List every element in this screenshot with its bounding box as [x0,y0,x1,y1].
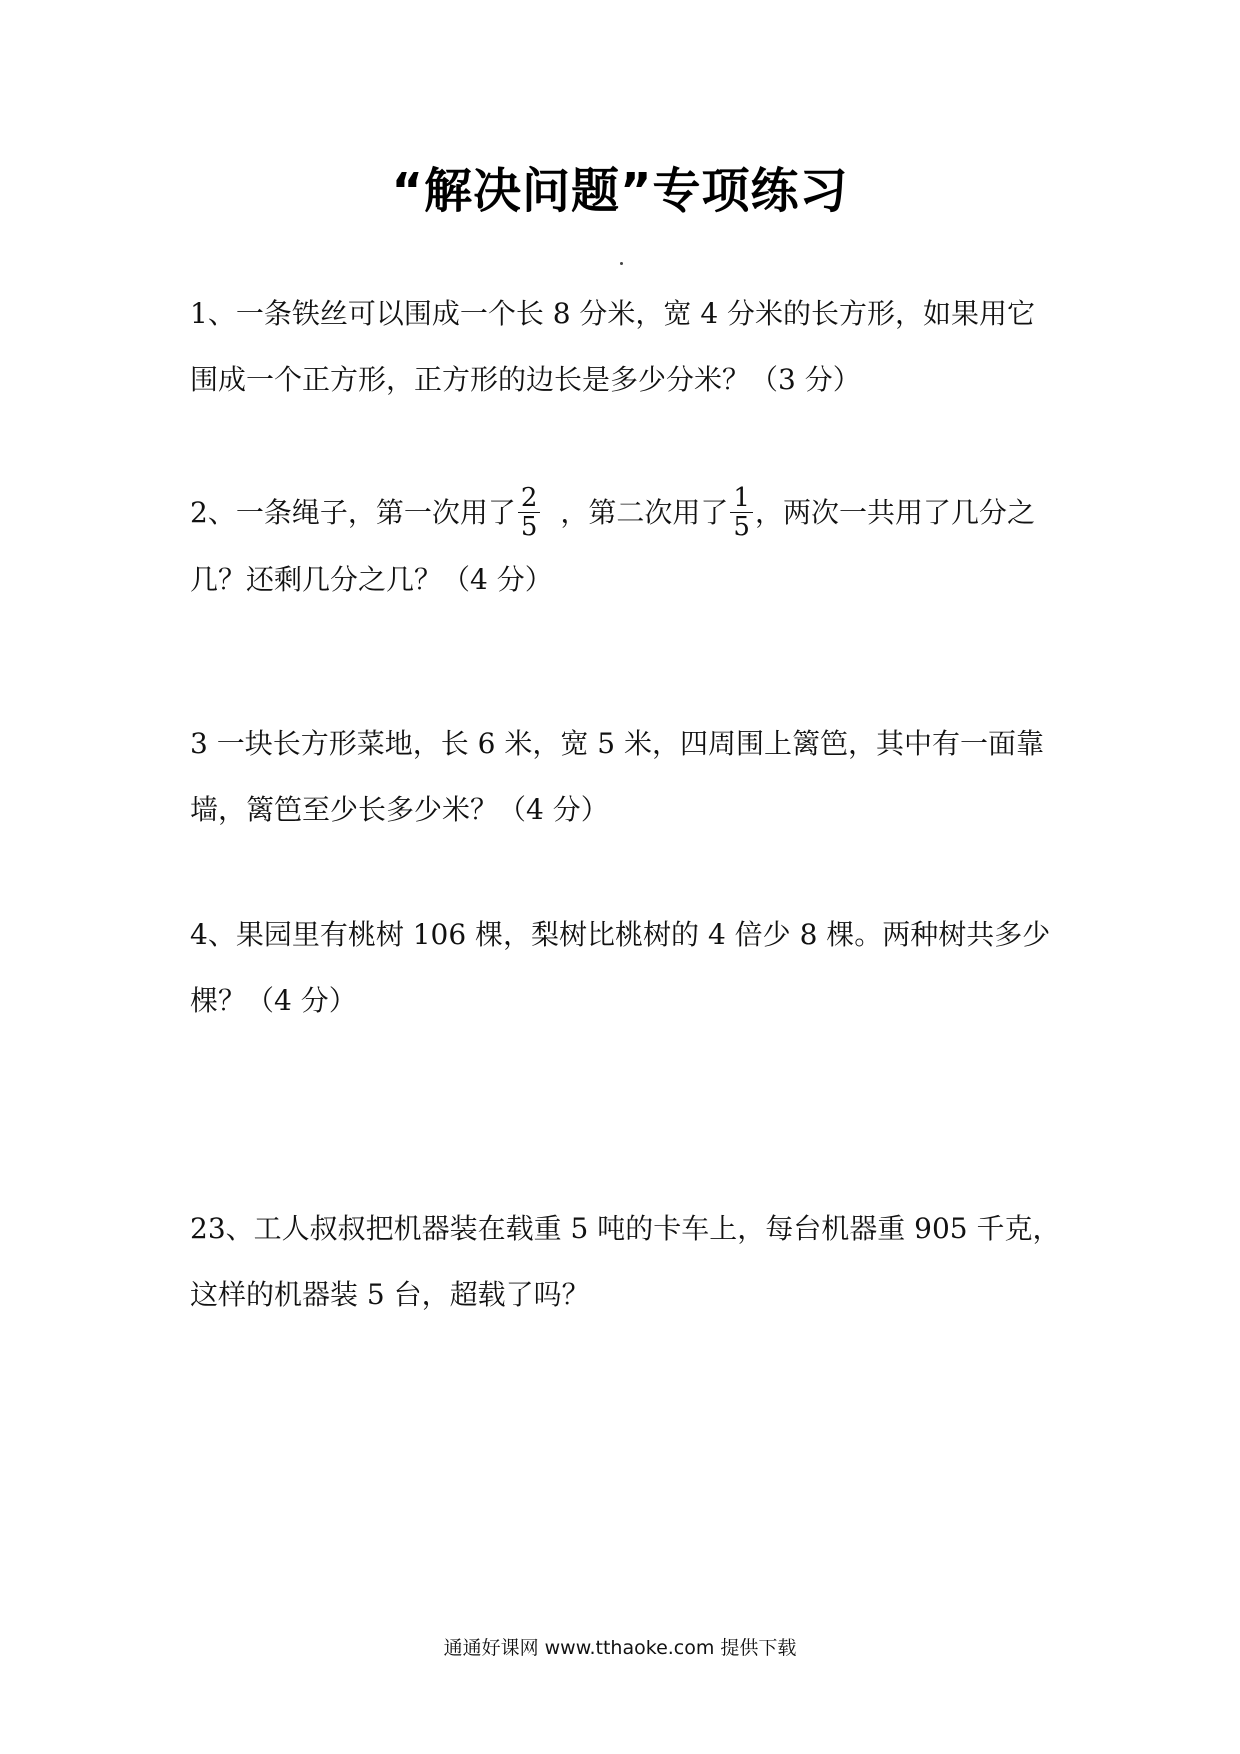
fraction-2-denominator: 5 [733,512,750,542]
problem-3 [190,728,1070,826]
problem-1 [190,298,1070,396]
fraction-one-fifth [730,484,753,541]
problem-2-line-1 [190,483,1070,542]
problem-4-line-1: 4、果园里有桃树 106 棵，梨树比桃树的 4 倍少 8 棵。两种树共多少 [190,918,1051,951]
page-title: “解决问题”专项练习 [391,163,849,219]
problem-1-line-2: 围成一个正方形，正方形的边长是多少分米？（3 分） [190,363,861,396]
problem-4 [190,919,1070,1017]
fraction-1-numerator: 2 [520,483,538,513]
problem-23 [190,1213,1070,1311]
problem-4-line-2: 棵？（4 分） [190,984,357,1017]
fraction-2-numerator: 1 [733,483,750,513]
fraction-two-fifths [518,484,541,541]
problem-2 [190,483,1070,596]
problem-2-text-a: 2、一条绳子，第一次用了 [190,496,516,529]
problem-23-line-1: 23、工人叔叔把机器装在载重 5 吨的卡车上，每台机器重 905 千克， [190,1212,1061,1245]
footer-source: 通通好课网 www.tthaoke.com 提供下载 [443,1637,797,1659]
problem-2-line-2: 几？还剩几分之几？（4 分） [190,563,553,596]
fraction-1-denominator: 5 [520,512,538,542]
problem-3-line-1: 3 一块长方形菜地，长 6 米，宽 5 米，四周围上篱笆，其中有一面靠 [190,727,1044,760]
scan-speck [620,262,623,265]
problem-2-text-c: ，两次一共用了几分之 [754,496,1035,529]
problem-1-line-1: 1、一条铁丝可以围成一个长 8 分米，宽 4 分米的长方形，如果用它 [190,297,1036,330]
problem-23-line-2: 这样的机器装 5 台，超载了吗？ [190,1278,590,1311]
problem-2-text-b: ，第二次用了 [560,496,729,529]
problem-3-line-2: 墙，篱笆至少长多少米？（4 分） [190,793,609,826]
